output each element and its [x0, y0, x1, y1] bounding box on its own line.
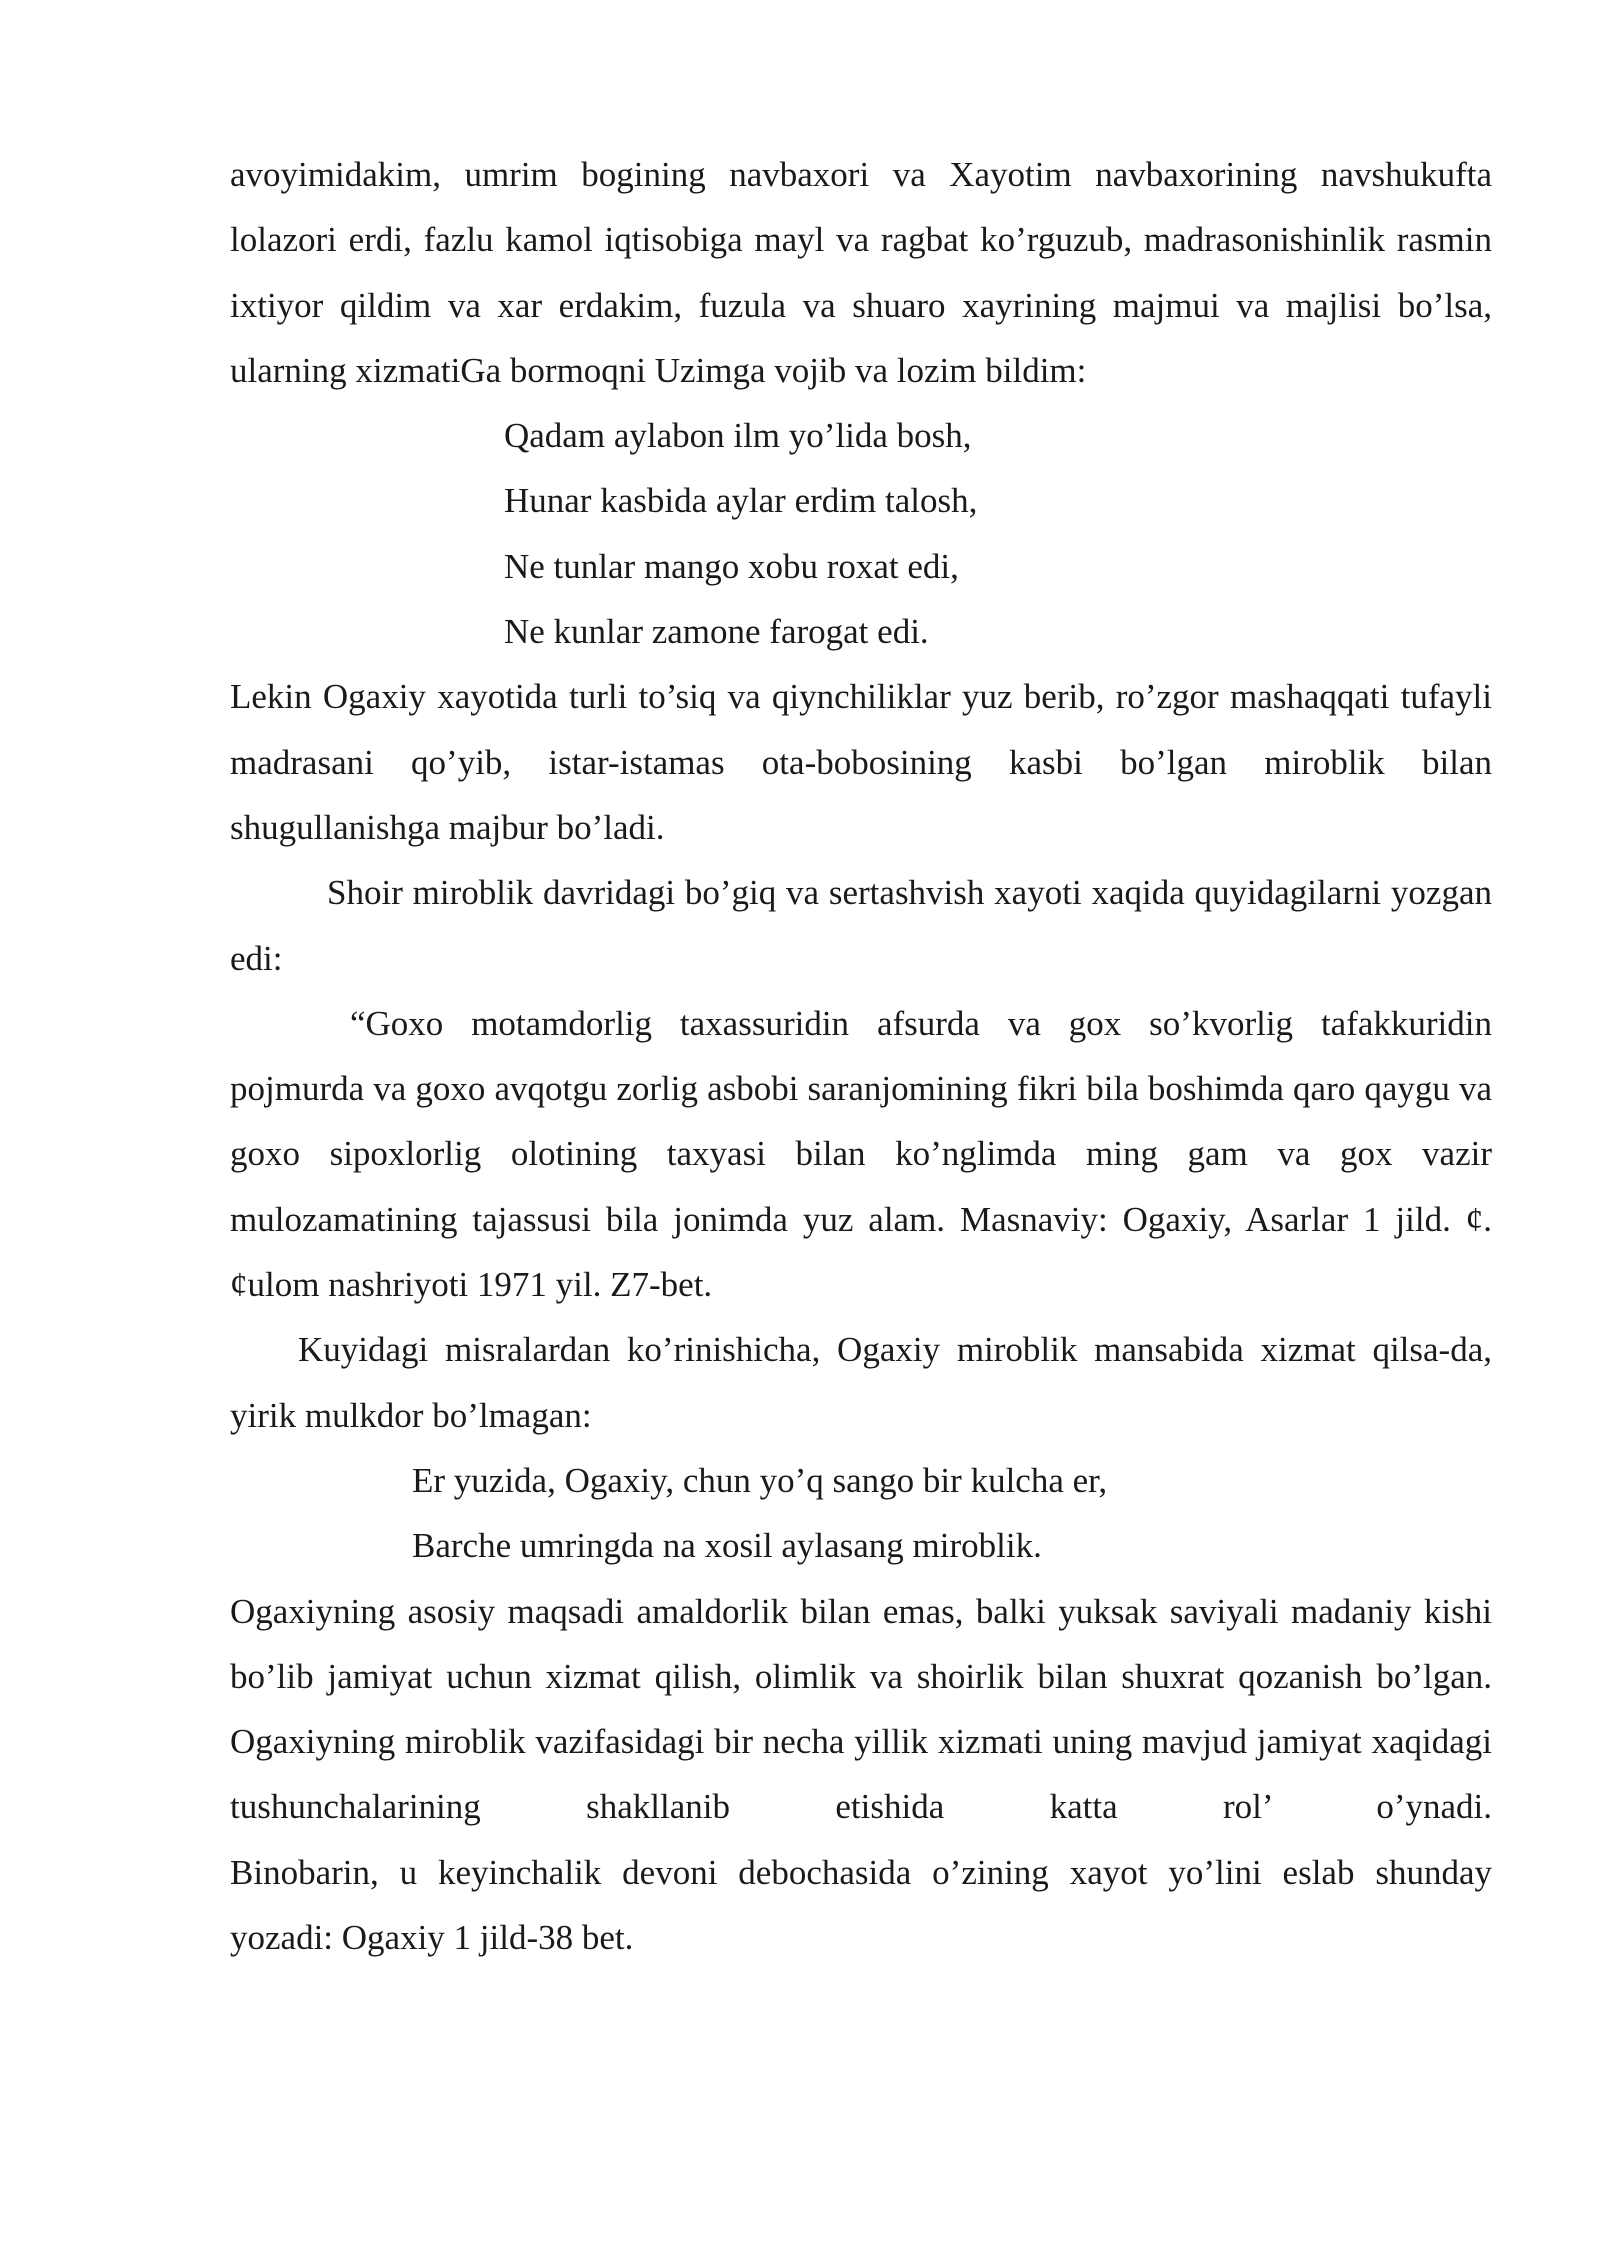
- verse-block: [230, 1448, 1492, 1579]
- paragraph: Kuyidagi misralardan ko’rinishicha, Ogaxiy miroblik mansabida xizmat qilsa-da, yirik mulkdor bo’lmagan:: [230, 1330, 1492, 1435]
- paragraph: avoyimidakim, umrim bogining navbaxori va Xayotim navbaxorining navshukufta lolazori erdi, fazlu kamol iqtisobiga mayl va ragbat ko’rguzub, madrasonishinlik rasmin ixtiyor qildim va xar erdakim, fuzula va shuaro xayrining majmui va majlisi bo’lsa, ularning xizmatiGa bormoqni Uzimga vojib va lozim bildim:: [230, 155, 1492, 390]
- paragraph: Shoir miroblik davridagi bo’giq va sertashvish xayoti xaqida quyidagilarni yozgan edi:: [230, 873, 1492, 978]
- paragraph: Binobarin, u keyinchalik devoni debochasida o’zining xayot yo’lini eslab shunday yozadi: Ogaxiy 1 jild-38 bet.: [230, 1852, 1492, 1958]
- verse-line: Ne kunlar zamone farogat edi.: [504, 612, 929, 652]
- document-page: [230, 142, 1492, 1970]
- paragraph: Lekin Ogaxiy xayotida turli to’siq va qiynchiliklar yuz berib, ro’zgor mashaqqati tufayli madrasani qo’yib, istar-istamas ota-bobosining kasbi bo’lgan miroblik bilan shugullanishga majbur bo’ladi.: [230, 677, 1492, 847]
- quote-paragraph: “Goxo motamdorlig taxassuridin afsurda va gox so’kvorlig tafakkuridin pojmurda va goxo avqotgu zorlig asbobi saranjomining fikri bila boshimda qaro qaygu va goxo sipoxlorlig olotining taxyasi bilan ko’nglimda ming gam va gox vazir mulozamatining tajassusi bila jonimda yuz alam. Masnaviy: Ogaxiy, Asarlar 1 jild. ¢.¢ulom nashriyoti 1971 yil. Z7-bet.: [230, 1003, 1492, 1305]
- verse-line: Barche umringda na xosil aylasang miroblik.: [412, 1526, 1042, 1566]
- verse-block: [230, 403, 1492, 664]
- verse-line: Ne tunlar mango xobu roxat edi,: [504, 546, 959, 586]
- verse-line: Qadam aylabon ilm yo’lida bosh,: [504, 416, 972, 456]
- paragraph: Ogaxiyning asosiy maqsadi amaldorlik bilan emas, balki yuksak saviyali madaniy kishi bo’lib jamiyat uchun xizmat qilish, olimlik va shoirlik bilan shuxrat qozanish bo’lgan. Ogaxiyning miroblik vazifasidagi bir necha yillik xizmati uning mavjud jamiyat xaqidagi tushunchalarining shakllanib etishida katta rol’ o’ynadi.: [230, 1591, 1492, 1827]
- verse-line: Er yuzida, Ogaxiy, chun yo’q sango bir kulcha er,: [412, 1460, 1108, 1500]
- verse-line: Hunar kasbida aylar erdim talosh,: [504, 481, 978, 521]
